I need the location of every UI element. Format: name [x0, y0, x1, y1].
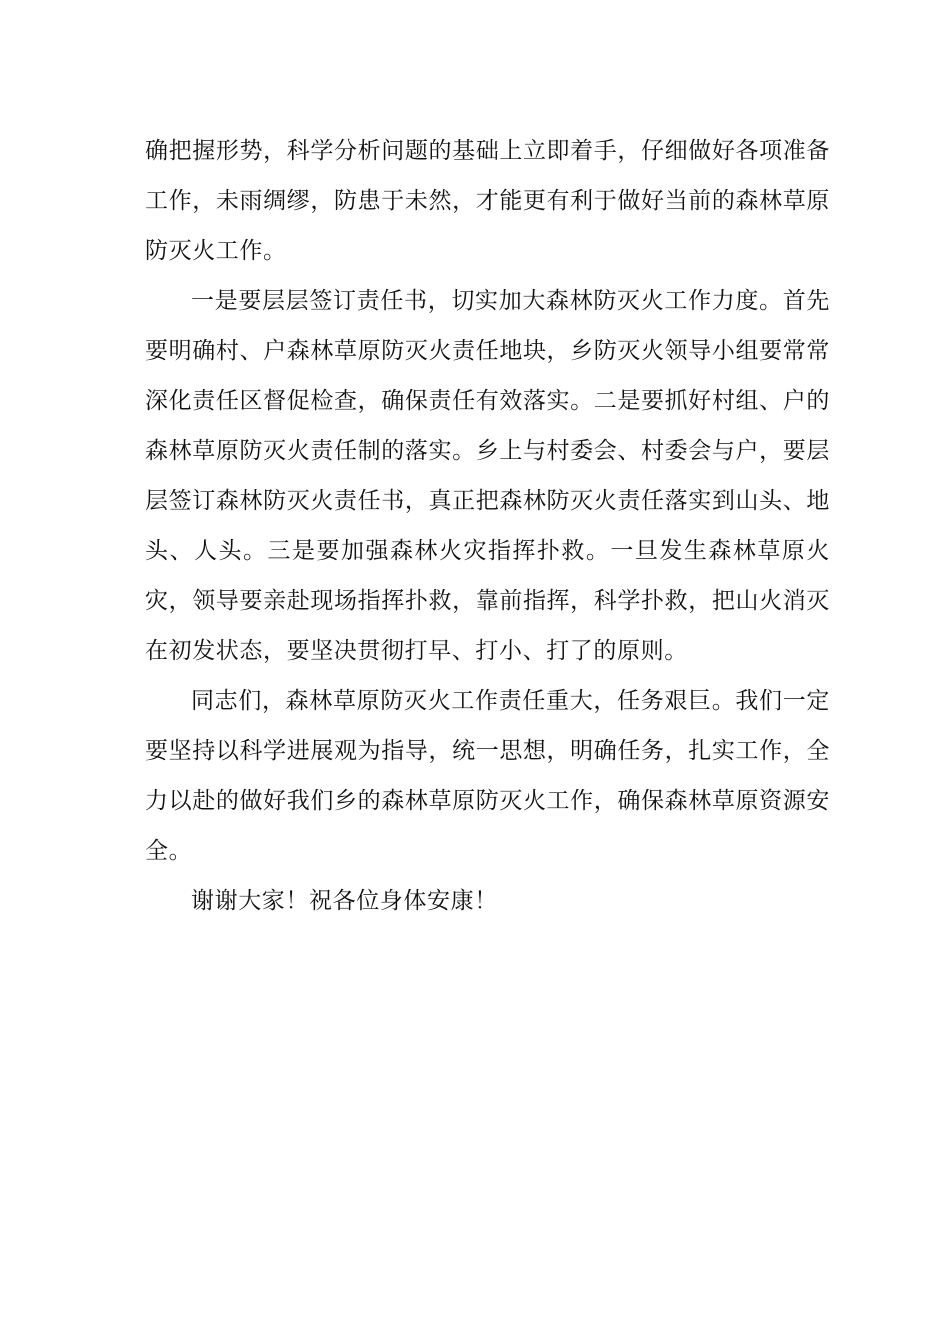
paragraph-responsibility: 一是要层层签订责任书，切实加大森林防灭火工作力度。首先要明确村、户森林草原防灭火责任地块，乡防灭火领导小组要常常深化责任区督促检查，确保责任有效落实。二是要抓好村组、户的森林草原防灭火责任制的落实。乡上与村委会、村委会与户，要层层签订森林防灭火责任书，真正把森林防灭火责任落实到山头、地头、人头。三是要加强森林火灾指挥扑救。一旦发生森林草原火灾，领导要亲赴现场指挥扑救，靠前指挥，科学扑救，把山火消灭在初发状态，要坚决贯彻打早、打小、打了的原则。	[145, 288, 830, 664]
paragraph-continuation: 确把握形势，科学分析问题的基础上立即着手，仔细做好各项准备工作，未雨绸缪，防患于未然，才能更有利于做好当前的森林草原防灭火工作。	[145, 138, 830, 264]
document-body	[145, 126, 830, 926]
paragraph-conclusion: 同志们，森林草原防灭火工作责任重大，任务艰巨。我们一定要坚持以科学进展观为指导，统一思想，明确任务，扎实工作，全力以赴的做好我们乡的森林草原防灭火工作，确保森林草原资源安全。	[145, 688, 830, 864]
paragraph-closing: 谢谢大家！祝各位身体安康！	[191, 888, 498, 914]
